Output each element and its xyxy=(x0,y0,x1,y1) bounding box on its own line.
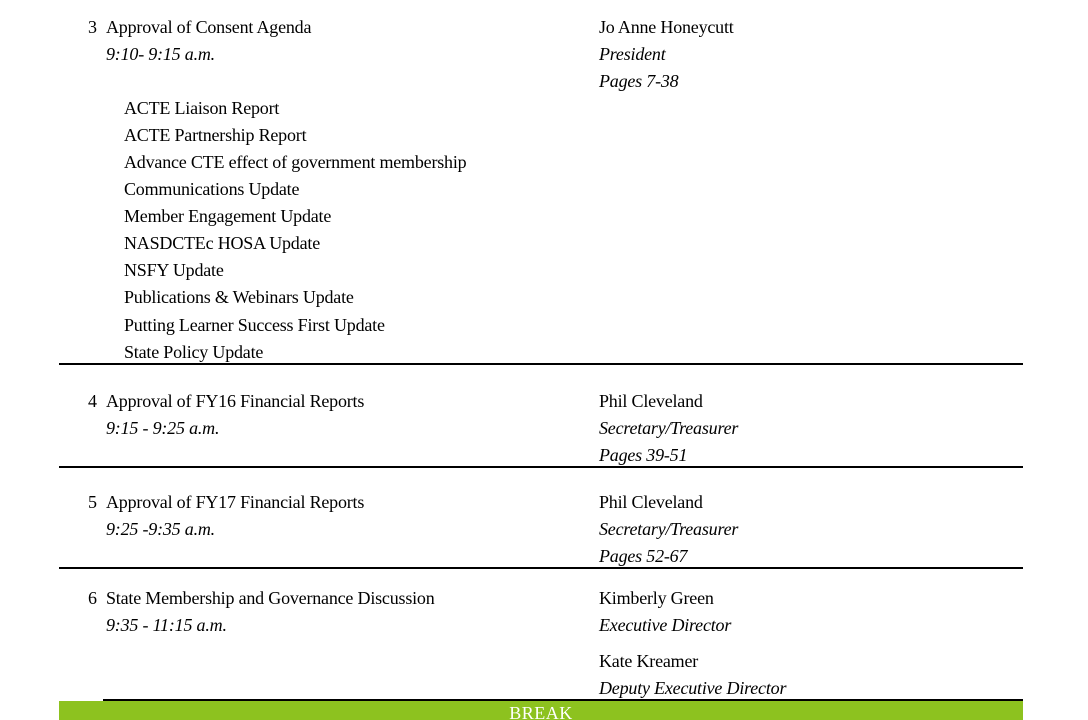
page-reference: Pages 52-67 xyxy=(599,546,688,566)
presenter-role: Executive Director xyxy=(599,615,732,635)
presenter-role-2: Deputy Executive Director xyxy=(599,678,787,698)
presenter-role: Secretary/Treasurer xyxy=(599,519,739,539)
presenter-role: President xyxy=(599,44,666,64)
consent-subitem: ACTE Partnership Report xyxy=(124,125,307,145)
item-number: 6 xyxy=(88,588,97,608)
page-reference: Pages 7-38 xyxy=(599,71,679,91)
consent-subitem: Advance CTE effect of government membership xyxy=(124,152,467,172)
break-banner xyxy=(59,701,1023,720)
presenter-name: Phil Cleveland xyxy=(599,492,703,512)
consent-subitem: ACTE Liaison Report xyxy=(124,98,280,118)
consent-subitem: Putting Learner Success First Update xyxy=(124,315,385,335)
presenter-name: Phil Cleveland xyxy=(599,391,703,411)
consent-subitem: NASDCTEc HOSA Update xyxy=(124,233,320,253)
break-label: BREAK xyxy=(509,703,573,720)
presenter-name: Kimberly Green xyxy=(599,588,714,608)
consent-subitem: NSFY Update xyxy=(124,260,224,280)
item-number: 3 xyxy=(88,17,97,37)
consent-subitem: Communications Update xyxy=(124,179,300,199)
presenter-name: Jo Anne Honeycutt xyxy=(599,17,734,37)
section-divider xyxy=(59,466,1023,468)
item-number: 4 xyxy=(88,391,97,411)
item-time: 9:35 - 11:15 a.m. xyxy=(106,615,227,635)
item-title: Approval of FY17 Financial Reports xyxy=(106,492,365,512)
item-title: State Membership and Governance Discussion xyxy=(106,588,435,608)
consent-subitem: Publications & Webinars Update xyxy=(124,287,354,307)
item-title: Approval of FY16 Financial Reports xyxy=(106,391,365,411)
consent-subitem: State Policy Update xyxy=(124,342,264,362)
section-divider xyxy=(59,567,1023,569)
page-reference: Pages 39-51 xyxy=(599,445,688,465)
consent-subitem: Member Engagement Update xyxy=(124,206,332,226)
item-time: 9:15 - 9:25 a.m. xyxy=(106,418,220,438)
section-divider xyxy=(59,363,1023,365)
presenter-role: Secretary/Treasurer xyxy=(599,418,739,438)
item-time: 9:10- 9:15 a.m. xyxy=(106,44,215,64)
item-title: Approval of Consent Agenda xyxy=(106,17,312,37)
item-number: 5 xyxy=(88,492,97,512)
item-time: 9:25 -9:35 a.m. xyxy=(106,519,215,539)
presenter-name-2: Kate Kreamer xyxy=(599,651,699,671)
